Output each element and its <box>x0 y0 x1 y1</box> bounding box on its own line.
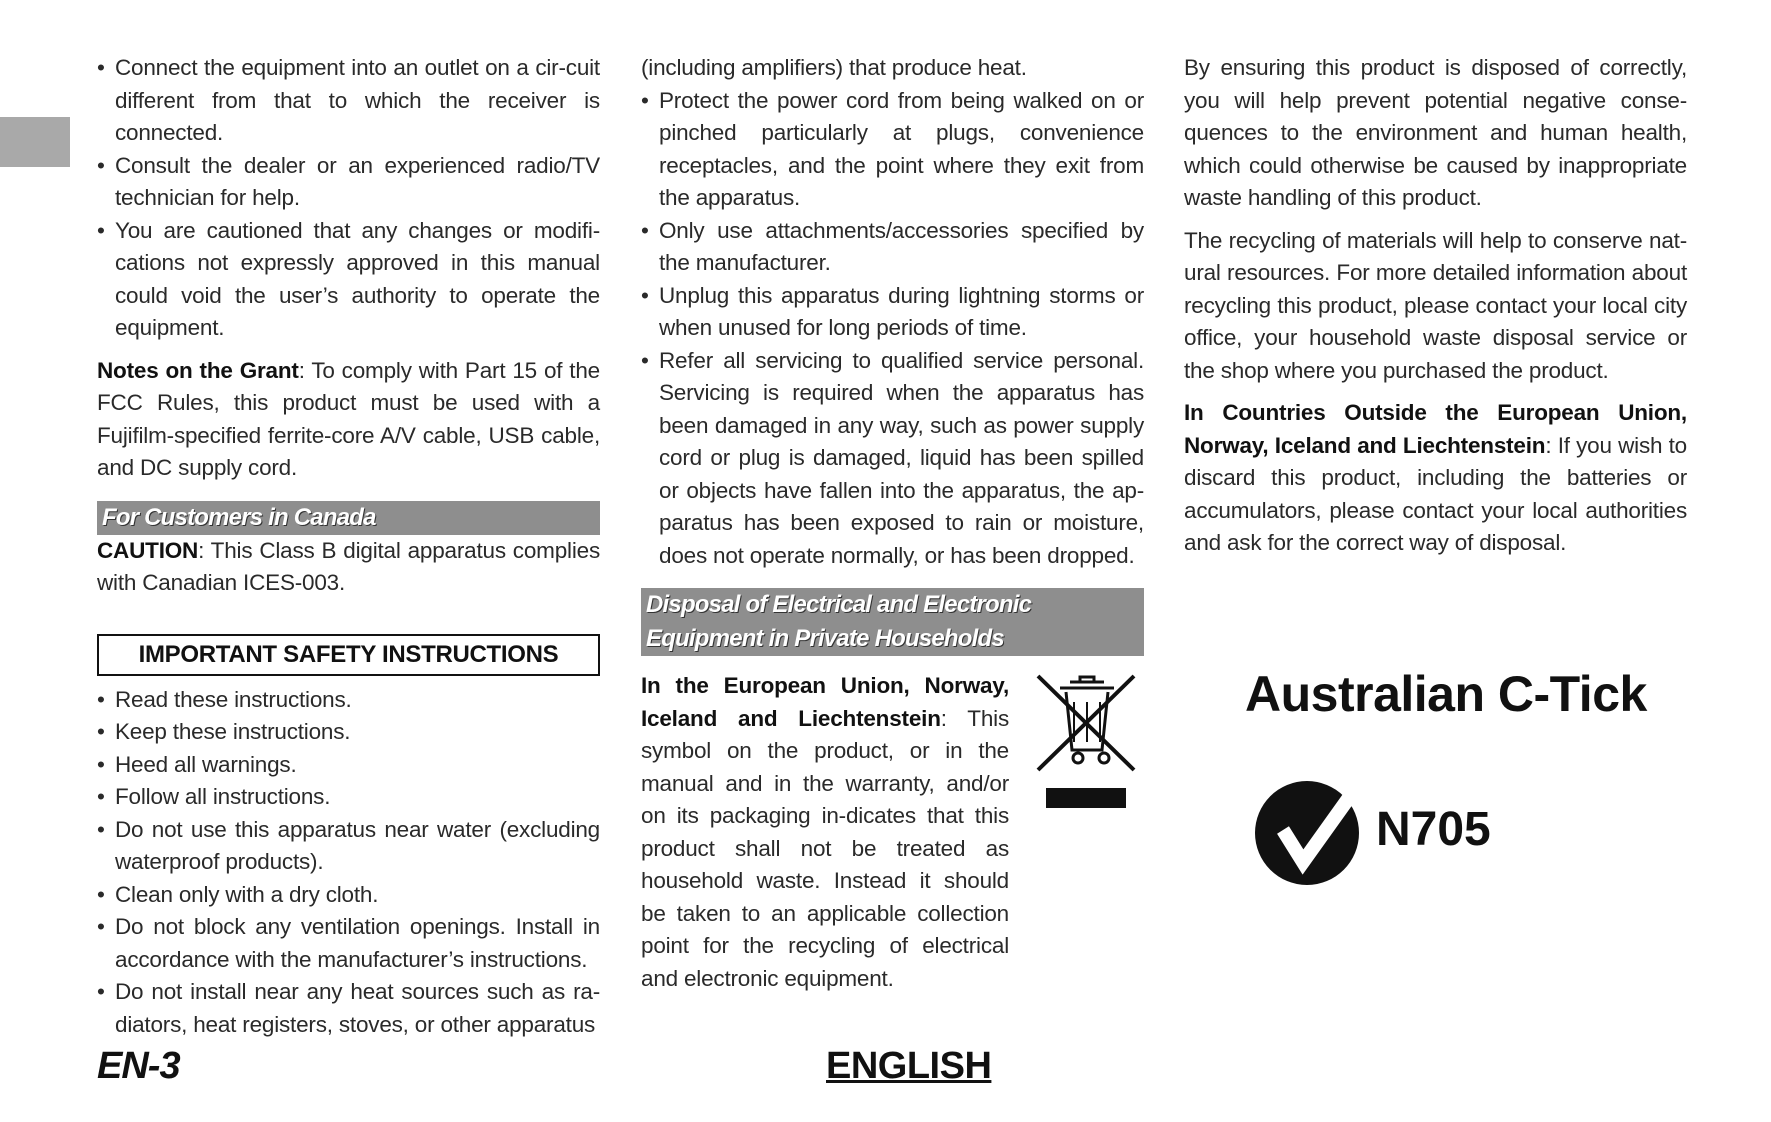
list-item: • Consult the dealer or an experienced radio/TV technician for help. <box>97 150 600 215</box>
list-item: • Connect the equipment into an outlet on a cir-cuit different from that to which the receiver is connected. <box>97 52 600 150</box>
outside-text: : If you wish to discard this product, including the batteries or accumulators, please contact your local authorities and ask for the correct way of disposal. <box>1184 432 1687 555</box>
list-item: • Clean only with a dry cloth. <box>97 879 600 912</box>
c-tick-logo-icon <box>1253 780 1365 886</box>
outside-eu-note <box>1184 397 1687 560</box>
list-item: • Refer all servicing to qualified service personal. Servicing is required when the apparatus has been damaged in any way, such as power supply cord or plug is damaged, liquid has been spilled or objects have fallen into the apparatus, the ap-paratus has been exposed to rain or moisture, does not operate normally, or has been dropped. <box>641 345 1144 573</box>
grant-text: : To comply with Part 15 of the FCC Rules, this product must be used with a Fujifilm-specified ferrite-core A/V cable, USB cable, and DC supply cord. <box>97 357 600 480</box>
disposal-heading: Disposal of Electrical and Electronic Equipment in Private Households <box>641 588 1144 656</box>
crossed-out-wheelie-bin-icon <box>1030 670 1144 810</box>
list-item: • Protect the power cord from being walked on or pinched particularly at plugs, convenience receptacles, and the point where they exit from the apparatus. <box>641 85 1144 215</box>
disposal-benefit-paragraph: By ensuring this product is disposed of correctly, you will help prevent potential negative conse-quences to the environment and human health, which could otherwise be caused by inappropriate waste handling of this product. <box>1184 55 1687 210</box>
outside-label: In Countries Outside the European Union, Norway, Iceland and Liechtenstein <box>1184 400 1687 458</box>
eu-disposal-note <box>641 670 1009 995</box>
fcc-bullet-list <box>97 52 600 345</box>
list-item: • Do not block any ventilation openings. Install in accordance with the manufacturer’s instructions. <box>97 911 600 976</box>
column-3 <box>1184 52 1687 560</box>
list-item: • Do not install near any heat sources such as ra-diators, heat registers, stoves, or other apparatus <box>97 976 600 1041</box>
list-item: • Only use attachments/accessories specified by the manufacturer. <box>641 215 1144 280</box>
safety-list <box>97 684 600 1042</box>
disposal-section <box>641 670 1144 995</box>
caution-label: CAUTION <box>97 537 199 563</box>
grant-label: Notes on the Grant <box>97 357 299 383</box>
recycling-paragraph: The recycling of materials will help to conserve nat-ural resources. For more detailed information about recycling this product, please contact your local city office, your household waste disposal service or the shop where you purchased the product. <box>1184 227 1687 383</box>
list-item-continuation: (including amplifiers) that produce heat. <box>641 55 1027 80</box>
eu-label: In the European Union, Norway, Iceland and Liechtenstein <box>641 673 1009 731</box>
list-item: • You are cautioned that any changes or modifi-cations not expressly approved in this manual could void the user’s authority to operate the equipment. <box>97 215 600 345</box>
page-number: EN-3 <box>97 1045 180 1087</box>
list-item: • Do not use this apparatus near water (excluding waterproof products). <box>97 814 600 879</box>
caution-text: : This Class B digital apparatus complies with Canadian ICES-003. <box>97 537 600 595</box>
canada-heading: For Customers in Canada <box>97 501 600 535</box>
language-label: ENGLISH <box>826 1045 992 1087</box>
list-item: • Read these instructions. <box>97 684 600 717</box>
column-2 <box>641 52 1144 995</box>
safety-heading: IMPORTANT SAFETY INSTRUCTIONS <box>97 634 600 676</box>
eu-text: : This symbol on the product, or in the manual and in the warranty, and/or on its packaging in-dicates that this product shall not be treated as household waste. Instead it should be taken to an applicable collection point for the recycling of electrical and electronic equipment. <box>641 705 1009 991</box>
list-item: • Unplug this apparatus during lightning storms or when unused for long periods of time. <box>641 280 1144 345</box>
page-tab-marker <box>0 117 70 167</box>
ctick-code: N705 <box>1376 803 1491 856</box>
grant-note <box>97 355 600 485</box>
list-item: • Follow all instructions. <box>97 781 600 814</box>
safety-list-continued <box>641 52 1144 572</box>
canada-caution <box>97 535 600 600</box>
ctick-title: Australian C-Tick <box>1245 666 1647 722</box>
list-item: • Heed all warnings. <box>97 749 600 782</box>
column-1 <box>97 52 600 1041</box>
list-item: • Keep these instructions. <box>97 716 600 749</box>
